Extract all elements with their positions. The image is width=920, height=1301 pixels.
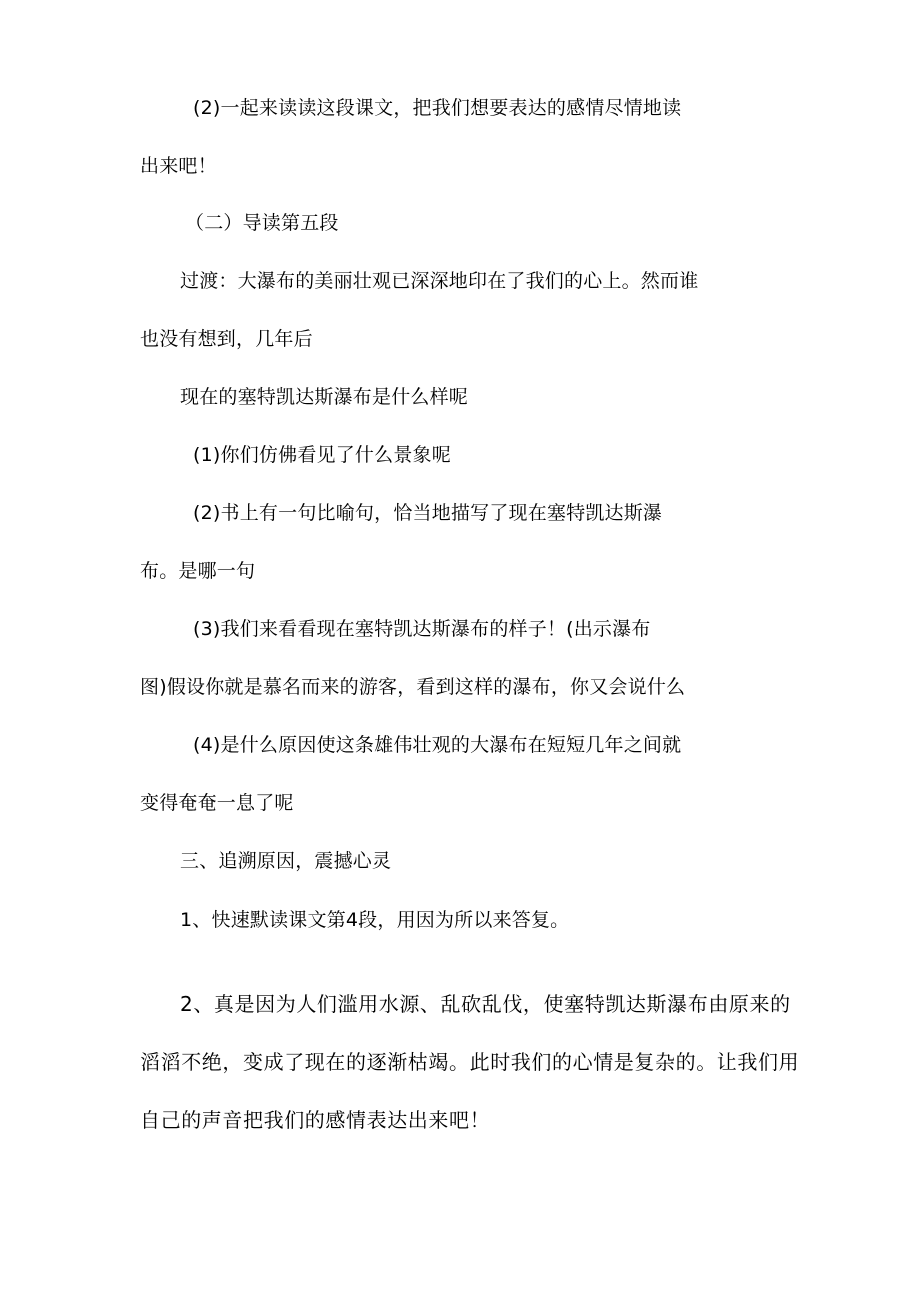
text-line: (2)一起来读读这段课文，把我们想要表达的感情尽情地读 (193, 97, 682, 119)
text-line: 自己的声音把我们的感情表达出来吧！ (140, 1108, 491, 1132)
section-heading: 三、追溯原因，震撼心灵 (180, 850, 392, 872)
text-line: 也没有想到，几年后 (140, 328, 313, 350)
text-line: 滔滔不绝，变成了现在的逐渐枯竭。此时我们的心情是复杂的。让我们用 (140, 1050, 800, 1074)
text-line: 出来吧！ (140, 155, 217, 177)
text-line: (2)书上有一句比喻句，恰当地描写了现在塞特凯达斯瀑 (193, 502, 663, 524)
text-line: 现在的塞特凯达斯瀑布是什么样呢 (180, 386, 469, 408)
text-line: 过渡：大瀑布的美丽壮观已深深地印在了我们的心上。然而谁 (180, 270, 699, 292)
text-line: 2、真是因为人们滥用水源、乱砍乱伐，使塞特凯达斯瀑布由原来的 (180, 992, 791, 1016)
text-line: 布。是哪一句 (140, 560, 256, 582)
text-line: 变得奄奄一息了呢 (140, 792, 294, 814)
text-line: (3)我们来看看现在塞特凯达斯瀑布的样子！(出示瀑布 (193, 618, 651, 640)
text-line: (1)你们仿佛看见了什么景象呢 (193, 444, 451, 466)
text-line: 1、快速默读课文第4段，用因为所以来答复。 (180, 909, 570, 931)
text-line: 图)假设你就是慕名而来的游客，看到这样的瀑布，你又会说什么 (140, 676, 686, 698)
section-heading: （二）导读第五段 (185, 212, 339, 234)
text-line: (4)是什么原因使这条雄伟壮观的大瀑布在短短几年之间就 (193, 734, 682, 756)
